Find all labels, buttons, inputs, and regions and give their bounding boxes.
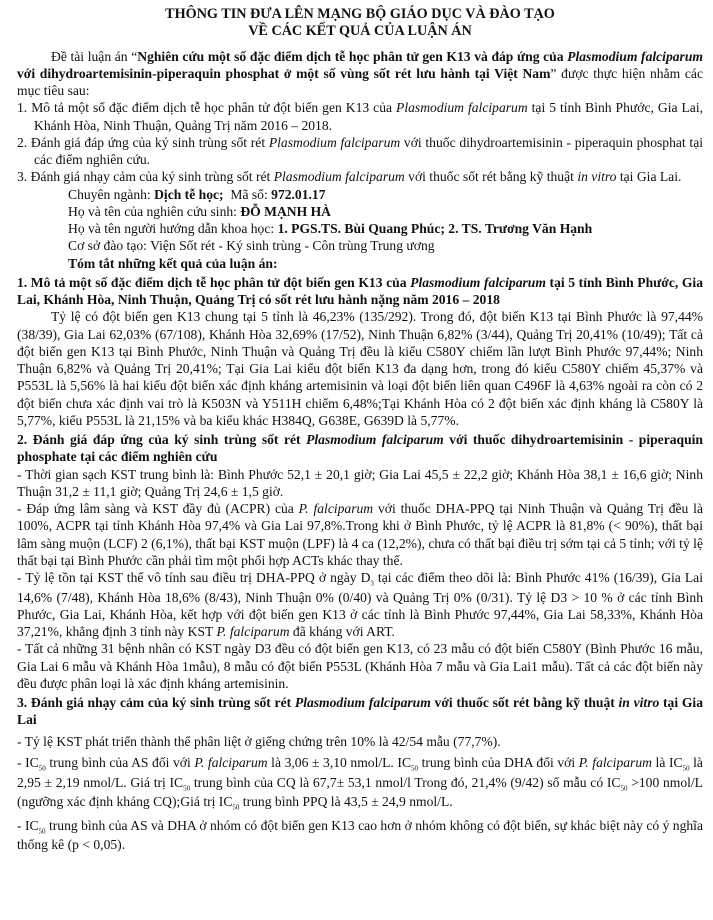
section-2-bullet: - Tất cả những 31 bệnh nhân có KST ngày D3 đều có đột biến gen K13, có 23 mẫu có đột biến C580Y (Bình Phước 16 mẫu, Gia Lai 6 mẫu và Khánh Hòa 1mẫu), 8 mẫu có đột biến P553L (Khánh Hòa 7 mẫu và Gia Lai1 mẫu). Tất cả các đột biến này đều được phân loại là xác định kháng artemisinin. bbox=[17, 641, 703, 691]
thesis-info bbox=[17, 186, 703, 272]
intro-paragraph bbox=[17, 48, 703, 100]
section-1-heading: 1. Mô tả một số đặc điểm dịch tễ học phân tử đột biến gen K13 của Plasmodium falciparum tại 5 tỉnh Bình Phước, Gia Lai, Khánh Hòa, Ninh Thuận, Quảng Trị có sốt rét lưu hành nặng năm 2016 – 2018 bbox=[17, 274, 704, 308]
page-title bbox=[17, 6, 703, 41]
major-line: Chuyên ngành: Dịch tễ học; Mã số: 972.01.17 bbox=[68, 186, 326, 202]
section-3-bullet: - $IC_{50}$ trung bình của AS và DHA ở nhóm có đột biến gen K13 cao hơn ở nhóm không có đột biến, sự khác biệt này có ý nghĩa thống kê (p < 0,05). bbox=[17, 817, 703, 853]
section-2-bullet: - Tỷ lệ tồn tại KST thể vô tính sau điều trị DHA-PPQ ở ngày $D_3$ tại các điểm theo dõi là: Bình Phước 41% (16/39), Gia Lai 14,6% (7/48), Khánh Hòa 18,6% (8/43), Ninh Thuận 0% (0/40) và Quảng Trị 0% (0/31). Tỷ lệ D3 > 10 % ở các tỉnh Bình Phước, Gia Lai, Khánh Hòa, kết hợp với đột biến gen K13 ở các tỉnh là Bình Phước 97,44%, Gia Lai 58,33%, Khánh Hòa 37,21%, khẳng định 3 tỉnh này KST P. falciparum đã kháng với ART. bbox=[17, 570, 703, 640]
advisor-line: Họ và tên người hướng dẫn khoa học: 1. PGS.TS. Bùi Quang Phúc; 2. TS. Trương Văn Hạnh bbox=[68, 221, 593, 237]
intro-text: ” được thực hiện nhằm các mục tiêu sau: bbox=[17, 65, 703, 99]
section-2-bullet: - Thời gian sạch KST trung bình là: Bình Phước 52,1 ± 20,1 giờ; Gia Lai 45,5 ± 22,2 giờ; Khánh Hòa 38,1 ± 16,6 giờ; Ninh Thuận 31,2 ± 11,1 giờ; Quảng Trị 24,6 ± 1,5 giờ. bbox=[17, 466, 703, 499]
section-3-bullet: - Tỷ lệ KST phát triển thành thể phân liệt ở giếng chứng trên 10% là 42/54 mẫu (77,7%). bbox=[17, 733, 501, 749]
title-line-2: VỀ CÁC KẾT QUẢ CỦA LUẬN ÁN bbox=[248, 23, 472, 40]
thesis-title-part: Nghiên cứu một số đặc điểm dịch tễ học phân tử gen K13 và đáp ứng của bbox=[137, 48, 568, 64]
institution-line: Cơ sở đào tạo: Viện Sốt rét - Ký sinh trùng - Côn trùng Trung ương bbox=[68, 238, 435, 254]
objective-item: 1. Mô tả một số đặc điểm dịch tễ học phân tử đột biến gen K13 của Plasmodium falciparum tại 5 tỉnh Bình Phước, Gia Lai, Khánh Hòa, Ninh Thuận, Quảng Trị năm 2016 – 2018. bbox=[17, 100, 704, 133]
section-2-bullet: - Đáp ứng lâm sàng và KST đầy đủ (ACPR) của P. falciparum với thuốc DHA-PPQ tại Ninh Thuận và Quảng Trị đều là 100%, ACPR tại tỉnh Khánh Hòa 97,4% và Gia Lai 97,8%.Trong khi ở Bình Phước, tỷ lệ ACPR là 81,8% (< 90%), thất bại lâm sàng muộn (LCF) 2 (6,1%), thất bại KST muộn (LPF) là 4 ca (12,2%), chưa có thất bại điều trị sớm tại cả 5 tỉnh; với tỷ lệ thất bại tại Bình Phước cần phải tìm một phối hợp ACTs khác thay thế. bbox=[17, 501, 703, 568]
thesis-title-species: Plasmodium falciparum bbox=[567, 48, 703, 64]
student-line: Họ và tên của nghiên cứu sinh: ĐỖ MẠNH HÀ bbox=[68, 203, 331, 219]
section-3-bullet: - $IC_{50}$ trung bình của AS đối với P. falciparum là 3,06 ± 3,10 nmol/L. $IC_{50}$ trung bình của DHA đối với P. falciparum là $IC_{50}$ là 2,95 ± 2,19 nmol/L. Giá trị $IC_{50}$ trung bình của CQ là 67,7± 53,1 nmol/l Trong đó, 21,4% (9/42) số mẫu có $IC_{50} >100$ nmol/L (ngưỡng xác định kháng CQ);Giá trị $IC_{50}$ trung bình PPQ là 43,5 ± 24,9 nmol/L. bbox=[17, 754, 703, 812]
thesis-title-part: với dihydroartemisinin-piperaquin phosphat ở một số vùng sốt rét lưu hành tại Việt Nam bbox=[17, 65, 551, 81]
objective-item: 2. Đánh giá đáp ứng của ký sinh trùng sốt rét Plasmodium falciparum với thuốc dihydroartemisinin - piperaquin phosphat tại các điểm nghiên cứu. bbox=[17, 134, 704, 168]
section-3-heading: 3. Đánh giá nhạy cảm của ký sinh trùng sốt rét Plasmodium falciparum với thuốc sốt rét bằng kỹ thuật in vitro tại Gia Lai bbox=[17, 695, 704, 728]
summary-heading: Tóm tắt những kết quả của luận án: bbox=[68, 255, 278, 271]
objective-item: 3. Đánh giá nhạy cảm của ký sinh trùng sốt rét Plasmodium falciparum với thuốc sốt rét bằng kỹ thuật in vitro tại Gia Lai. bbox=[17, 169, 682, 185]
section-1-body: Tỷ lệ có đột biến gen K13 chung tại 5 tỉnh là 46,23% (135/292). Trong đó, đột biến K13 tại Bình Phước là 97,44% (38/39), Gia Lai 62,03% (67/108), Khánh Hòa 32,69% (17/52), Ninh Thuận 6,82% (3/44), Quảng Trị 20,41% (10/49); Tất cả đột biến gen K13 tại Bình Phước, Ninh Thuận và Quảng Trị đều là kiểu C580Y chiếm lần lượt Bình Phước 97,44%; Ninh Thuận 6,82% và Quảng Trị 20,41%; Tại Gia Lai kiểu đột biến K13 đa dạng hơn, trong đó kiểu C580Y chiếm 45,37% và P553L là 5,56% là hai kiểu đột biến xác định kháng artemisinin và loại đột biến liên quan C496F là 4,63% ngoài ra còn có 2 đột biến chưa xác định vai trò là K503N và Y511H chiếm 6,48%;Tại Khánh Hòa có 2 đột biến xác định kháng là C580Y là 5,77%, kiểu P553L là 21,15% và ba kiểu khác H384Q, G638E, G639D là 5,77%. bbox=[17, 309, 703, 428]
intro-text: Đề tài luận án “ bbox=[51, 48, 138, 64]
section-2-heading: 2. Đánh giá đáp ứng của ký sinh trùng sốt rét Plasmodium falciparum với thuốc dihydroartemisinin - piperaquin phosphate tại các điểm nghiên cứu bbox=[17, 432, 703, 465]
title-line-1: THÔNG TIN ĐƯA LÊN MẠNG BỘ GIÁO DỤC VÀ ĐÀO TẠO bbox=[165, 6, 555, 22]
